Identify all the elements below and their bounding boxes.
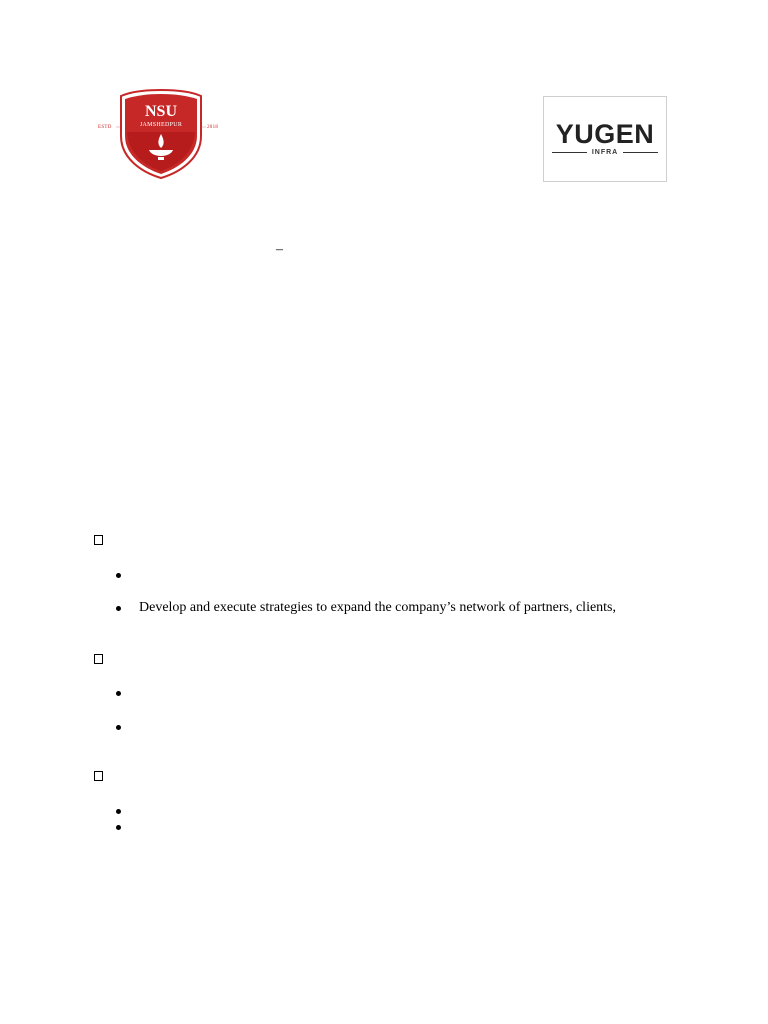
nsu-estd-year: 2018 bbox=[207, 125, 219, 130]
bullet-icon bbox=[116, 809, 121, 814]
nsu-estd-label: ESTD bbox=[98, 125, 112, 130]
yugen-logo-text: YUGEN bbox=[555, 119, 655, 149]
bullet-icon bbox=[116, 573, 121, 578]
yugen-logo-subtitle-row bbox=[552, 149, 658, 156]
nsu-logo-text: NSU bbox=[144, 103, 177, 120]
missing-glyph-box-icon bbox=[94, 654, 103, 664]
nsu-logo-subtitle: JAMSHEDPUR bbox=[139, 122, 183, 128]
missing-glyph-box-icon bbox=[94, 535, 103, 545]
yugen-infra-logo bbox=[543, 96, 667, 182]
list-item-text: Develop and execute strategies to expand the company’s network of partners, clients, bbox=[139, 600, 617, 615]
divider-line bbox=[623, 152, 658, 153]
bullet-icon bbox=[116, 606, 121, 611]
nsu-logo bbox=[94, 88, 228, 180]
missing-glyph-box-icon bbox=[94, 771, 103, 781]
nsu-shield-icon bbox=[94, 88, 228, 180]
bullet-icon bbox=[116, 825, 121, 830]
yugen-logo-subtitle: INFRA bbox=[591, 149, 619, 156]
bullet-icon bbox=[116, 691, 121, 696]
bullet-icon bbox=[116, 725, 121, 730]
dash-mark: – bbox=[276, 242, 283, 257]
divider-line bbox=[552, 152, 587, 153]
